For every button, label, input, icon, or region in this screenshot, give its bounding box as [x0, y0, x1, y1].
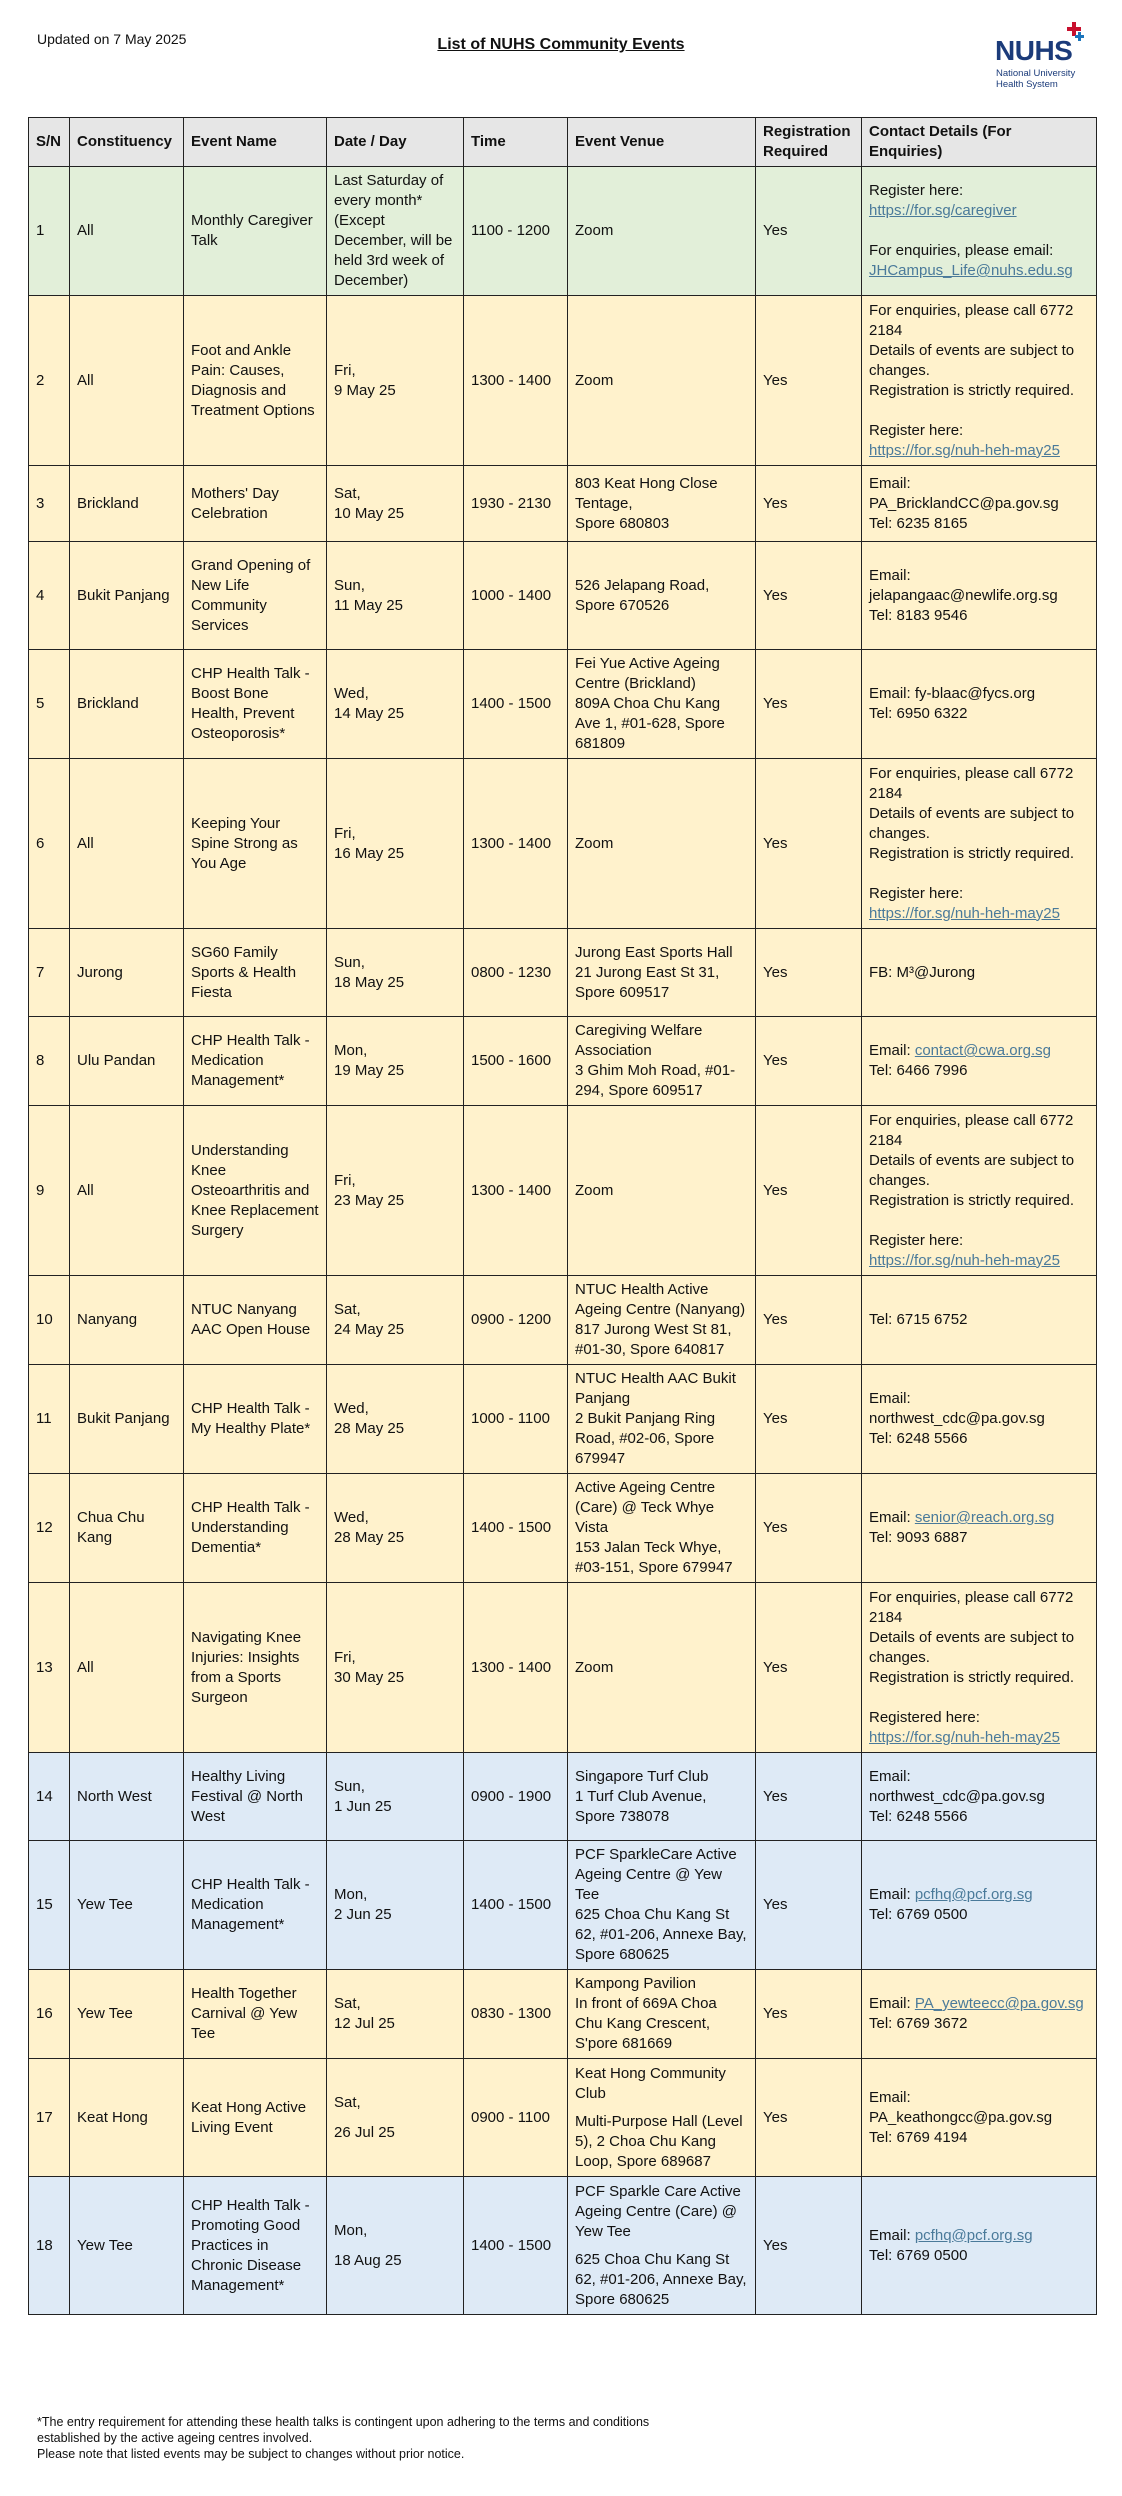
header-event-venue: Event Venue	[568, 118, 756, 167]
cell-constituency: Yew Tee	[70, 2177, 184, 2315]
header-event-name: Event Name	[184, 118, 327, 167]
cell-date: Fri, 30 May 25	[327, 1583, 464, 1753]
email-link[interactable]: contact@cwa.org.sg	[914, 1042, 1051, 1059]
header-constituency: Constituency	[70, 118, 184, 167]
cell-event-name: CHP Health Talk - Boost Bone Health, Prevent Osteoporosis*	[184, 650, 327, 759]
cell-date: Mon, 19 May 25	[327, 1017, 464, 1106]
cell-time: 0900 - 1900	[464, 1753, 568, 1841]
table-row	[29, 650, 1097, 759]
cell-constituency: Jurong	[70, 929, 184, 1017]
cell-registration: Yes	[756, 1583, 862, 1753]
table-row	[29, 2177, 1097, 2315]
table-row	[29, 1970, 1097, 2059]
footnote-subject-to-change: Please note that listed events may be subject to changes without prior notice.	[37, 2447, 465, 2461]
cell-date: Wed, 28 May 25	[327, 1474, 464, 1583]
cell-date: Fri, 23 May 25	[327, 1106, 464, 1276]
cell-registration: Yes	[756, 466, 862, 542]
cell-contact: Email: northwest_cdc@pa.gov.sg Tel: 6248 5566	[862, 1753, 1097, 1841]
cell-event-name: CHP Health Talk - My Healthy Plate*	[184, 1365, 327, 1474]
cell-contact: For enquiries, please call 6772 2184 Details of events are subject to changes. Registration is strictly required. Register here: https://for.sg/nuh-heh-may25	[862, 759, 1097, 929]
cell-venue: Kampong Pavilion In front of 669A Choa Chu Kang Crescent, S'pore 681669	[568, 1970, 756, 2059]
table-row	[29, 542, 1097, 650]
register-link[interactable]: https://for.sg/caregiver	[869, 202, 1017, 219]
cell-event-name: Healthy Living Festival @ North West	[184, 1753, 327, 1841]
cell-registration: Yes	[756, 2177, 862, 2315]
table-row	[29, 1106, 1097, 1276]
cell-date: Sun, 18 May 25	[327, 929, 464, 1017]
cell-registration: Yes	[756, 542, 862, 650]
cell-contact: FB: M³@Jurong	[862, 929, 1097, 1017]
cell-time: 0900 - 1200	[464, 1276, 568, 1365]
cell-contact: Email: northwest_cdc@pa.gov.sg Tel: 6248 5566	[862, 1365, 1097, 1474]
table-row	[29, 759, 1097, 929]
cell-time: 1000 - 1400	[464, 542, 568, 650]
cell-registration: Yes	[756, 1753, 862, 1841]
header-date-day: Date / Day	[327, 118, 464, 167]
table-header-row	[29, 118, 1097, 167]
cell-event-name: Monthly Caregiver Talk	[184, 167, 327, 296]
cell-constituency: Bukit Panjang	[70, 542, 184, 650]
cell-time: 1400 - 1500	[464, 1474, 568, 1583]
cell-date: Sat, 12 Jul 25	[327, 1970, 464, 2059]
cell-event-name: SG60 Family Sports & Health Fiesta	[184, 929, 327, 1017]
nuhs-logo	[992, 18, 1092, 88]
cell-venue: Zoom	[568, 759, 756, 929]
header-contact: Contact Details (For Enquiries)	[862, 118, 1097, 167]
cell-contact: Email: pcfhq@pcf.org.sg Tel: 6769 0500	[862, 2177, 1097, 2315]
cell-sn: 15	[29, 1841, 70, 1970]
cell-registration: Yes	[756, 1474, 862, 1583]
cell-date: Fri, 16 May 25	[327, 759, 464, 929]
contact-line: Register here:	[869, 182, 964, 199]
cell-venue: Zoom	[568, 296, 756, 466]
cell-venue: Zoom	[568, 1106, 756, 1276]
cell-registration: Yes	[756, 650, 862, 759]
cell-registration: Yes	[756, 1276, 862, 1365]
cell-event-name: Understanding Knee Osteoarthritis and Knee Replacement Surgery	[184, 1106, 327, 1276]
cell-time: 1400 - 1500	[464, 1841, 568, 1970]
cell-time: 1300 - 1400	[464, 759, 568, 929]
table-row	[29, 1753, 1097, 1841]
cell-registration: Yes	[756, 1841, 862, 1970]
cell-registration: Yes	[756, 1017, 862, 1106]
cell-event-name: CHP Health Talk - Medication Management*	[184, 1017, 327, 1106]
cell-constituency: Brickland	[70, 466, 184, 542]
cell-sn: 10	[29, 1276, 70, 1365]
cell-sn: 5	[29, 650, 70, 759]
cell-constituency: Bukit Panjang	[70, 1365, 184, 1474]
table-row	[29, 1841, 1097, 1970]
cell-event-name: Health Together Carnival @ Yew Tee	[184, 1970, 327, 2059]
cell-event-name: CHP Health Talk - Promoting Good Practices in Chronic Disease Management*	[184, 2177, 327, 2315]
cell-constituency: Brickland	[70, 650, 184, 759]
cell-date: Mon, 2 Jun 25	[327, 1841, 464, 1970]
cell-event-name: CHP Health Talk - Medication Management*	[184, 1841, 327, 1970]
cell-venue: PCF SparkleCare Active Ageing Centre @ Yew Tee 625 Choa Chu Kang St 62, #01-206, Annexe Bay, Spore 680625	[568, 1841, 756, 1970]
cell-constituency: Yew Tee	[70, 1970, 184, 2059]
cell-venue: NTUC Health AAC Bukit Panjang 2 Bukit Panjang Ring Road, #02-06, Spore 679947	[568, 1365, 756, 1474]
cell-venue: 526 Jelapang Road, Spore 670526	[568, 542, 756, 650]
cell-constituency: All	[70, 759, 184, 929]
cell-contact: Email: senior@reach.org.sg Tel: 9093 6887	[862, 1474, 1097, 1583]
cell-registration: Yes	[756, 759, 862, 929]
cell-time: 1300 - 1400	[464, 1106, 568, 1276]
email-link[interactable]: senior@reach.org.sg	[914, 1509, 1055, 1526]
cell-contact: Email: PA_yewteecc@pa.gov.sg Tel: 6769 3672	[862, 1970, 1097, 2059]
cell-event-name: CHP Health Talk - Understanding Dementia*	[184, 1474, 327, 1583]
table-row	[29, 1583, 1097, 1753]
cell-registration: Yes	[756, 167, 862, 296]
cell-date: Last Saturday of every month* (Except December, will be held 3rd week of December)	[327, 167, 464, 296]
cell-venue: NTUC Health Active Ageing Centre (Nanyang) 817 Jurong West St 81, #01-30, Spore 640817	[568, 1276, 756, 1365]
table-row	[29, 1276, 1097, 1365]
cell-sn: 6	[29, 759, 70, 929]
cell-time: 1400 - 1500	[464, 650, 568, 759]
cell-time: 1930 - 2130	[464, 466, 568, 542]
email-link[interactable]: JHCampus_Life@nuhs.edu.sg	[869, 262, 1073, 279]
cell-sn: 1	[29, 167, 70, 296]
cell-venue: Zoom	[568, 167, 756, 296]
header-registration: Registration Required	[756, 118, 862, 167]
table-row	[29, 2059, 1097, 2177]
cell-constituency: Chua Chu Kang	[70, 1474, 184, 1583]
cell-date: Sun, 11 May 25	[327, 542, 464, 650]
header-time: Time	[464, 118, 568, 167]
cell-event-name: NTUC Nanyang AAC Open House	[184, 1276, 327, 1365]
cell-sn: 11	[29, 1365, 70, 1474]
cell-time: 1300 - 1400	[464, 1583, 568, 1753]
cell-contact: For enquiries, please call 6772 2184 Details of events are subject to changes. Registration is strictly required. Register here: https://for.sg/nuh-heh-may25	[862, 296, 1097, 466]
cell-contact: Email: jelapangaac@newlife.org.sg Tel: 8183 9546	[862, 542, 1097, 650]
cell-sn: 4	[29, 542, 70, 650]
cell-sn: 17	[29, 2059, 70, 2177]
cell-sn: 3	[29, 466, 70, 542]
cell-contact: For enquiries, please call 6772 2184 Details of events are subject to changes. Registration is strictly required. Registered here: https://for.sg/nuh-heh-may25	[862, 1583, 1097, 1753]
cell-venue: Active Ageing Centre (Care) @ Teck Whye Vista 153 Jalan Teck Whye, #03-151, Spore 679947	[568, 1474, 756, 1583]
cell-contact: Email: fy-blaac@fycs.org Tel: 6950 6322	[862, 650, 1097, 759]
table-row	[29, 466, 1097, 542]
cell-time: 0900 - 1100	[464, 2059, 568, 2177]
cell-time: 1000 - 1100	[464, 1365, 568, 1474]
register-link[interactable]: https://for.sg/nuh-heh-may25	[869, 1728, 1060, 1746]
cell-time: 1300 - 1400	[464, 296, 568, 466]
cell-contact: Email: PA_keathongcc@pa.gov.sg Tel: 6769 4194	[862, 2059, 1097, 2177]
cell-constituency: Keat Hong	[70, 2059, 184, 2177]
footnote-entry-requirement: *The entry requirement for attending these health talks is contingent upon adhering to the terms and conditions established by the active ageing centres involved.	[37, 2415, 650, 2445]
cell-constituency: All	[70, 167, 184, 296]
cell-constituency: Yew Tee	[70, 1841, 184, 1970]
cell-event-name: Keeping Your Spine Strong as You Age	[184, 759, 327, 929]
cell-sn: 12	[29, 1474, 70, 1583]
cell-venue: Fei Yue Active Ageing Centre (Brickland) 809A Choa Chu Kang Ave 1, #01-628, Spore 681809	[568, 650, 756, 759]
cell-venue: Zoom	[568, 1583, 756, 1753]
cell-registration: Yes	[756, 296, 862, 466]
cell-date: Sun, 1 Jun 25	[327, 1753, 464, 1841]
footnote	[37, 2414, 657, 2462]
cell-sn: 8	[29, 1017, 70, 1106]
contact-line: For enquiries, please email:	[869, 242, 1054, 259]
cell-sn: 16	[29, 1970, 70, 2059]
cell-constituency: Nanyang	[70, 1276, 184, 1365]
cell-registration: Yes	[756, 929, 862, 1017]
cell-venue: Jurong East Sports Hall 21 Jurong East St 31, Spore 609517	[568, 929, 756, 1017]
cell-venue: Singapore Turf Club 1 Turf Club Avenue, Spore 738078	[568, 1753, 756, 1841]
table-row	[29, 929, 1097, 1017]
cell-venue: Caregiving Welfare Association 3 Ghim Moh Road, #01-294, Spore 609517	[568, 1017, 756, 1106]
cell-date: Sat, 26 Jul 25	[327, 2059, 464, 2177]
register-link[interactable]: https://for.sg/nuh-heh-may25	[869, 1251, 1060, 1269]
cell-sn: 13	[29, 1583, 70, 1753]
cell-date: Sat, 10 May 25	[327, 466, 464, 542]
cell-date: Wed, 14 May 25	[327, 650, 464, 759]
cell-constituency: Ulu Pandan	[70, 1017, 184, 1106]
cell-sn: 14	[29, 1753, 70, 1841]
cell-date: Sat, 24 May 25	[327, 1276, 464, 1365]
cell-event-name: Keat Hong Active Living Event	[184, 2059, 327, 2177]
header-sn: S/N	[29, 118, 70, 167]
cell-contact: Email: pcfhq@pcf.org.sg Tel: 6769 0500	[862, 1841, 1097, 1970]
cell-constituency: All	[70, 1106, 184, 1276]
cell-contact: Email: PA_BricklandCC@pa.gov.sg Tel: 6235 8165	[862, 466, 1097, 542]
cell-event-name: Navigating Knee Injuries: Insights from a Sports Surgeon	[184, 1583, 327, 1753]
cell-venue: PCF Sparkle Care Active Ageing Centre (Care) @ Yew Tee 625 Choa Chu Kang St 62, #01-206, Annexe Bay, Spore 680625	[568, 2177, 756, 2315]
cell-time: 0830 - 1300	[464, 1970, 568, 2059]
cell-event-name: Mothers' Day Celebration	[184, 466, 327, 542]
cell-registration: Yes	[756, 1970, 862, 2059]
cell-contact: Tel: 6715 6752	[862, 1276, 1097, 1365]
register-link[interactable]: https://for.sg/nuh-heh-may25	[869, 441, 1060, 459]
table-row	[29, 1474, 1097, 1583]
cell-constituency: All	[70, 296, 184, 466]
table-row	[29, 1365, 1097, 1474]
cell-constituency: All	[70, 1583, 184, 1753]
logo-subtitle: National University Health System	[996, 68, 1076, 90]
cell-contact	[862, 167, 1097, 296]
cell-time: 0800 - 1230	[464, 929, 568, 1017]
cell-time: 1100 - 1200	[464, 167, 568, 296]
register-link[interactable]: https://for.sg/nuh-heh-may25	[869, 904, 1060, 922]
cell-event-name: Grand Opening of New Life Community Services	[184, 542, 327, 650]
cell-time: 1400 - 1500	[464, 2177, 568, 2315]
cell-registration: Yes	[756, 1365, 862, 1474]
cell-date: Mon, 18 Aug 25	[327, 2177, 464, 2315]
cell-venue: Keat Hong Community Club Multi-Purpose Hall (Level 5), 2 Choa Chu Kang Loop, Spore 689687	[568, 2059, 756, 2177]
email-link[interactable]: PA_yewteecc@pa.gov.sg	[914, 1995, 1084, 2012]
page-title: List of NUHS Community Events	[437, 36, 685, 53]
table-row	[29, 296, 1097, 466]
cell-event-name: Foot and Ankle Pain: Causes, Diagnosis and Treatment Options	[184, 296, 327, 466]
events-table	[28, 117, 1097, 2315]
cell-contact: Email: contact@cwa.org.sg Tel: 6466 7996	[862, 1017, 1097, 1106]
cell-date: Wed, 28 May 25	[327, 1365, 464, 1474]
table-row	[29, 167, 1097, 296]
email-link[interactable]: pcfhq@pcf.org.sg	[914, 1886, 1033, 1903]
cell-time: 1500 - 1600	[464, 1017, 568, 1106]
cell-sn: 18	[29, 2177, 70, 2315]
updated-date: Updated on 7 May 2025	[37, 31, 187, 47]
cell-sn: 2	[29, 296, 70, 466]
cell-registration: Yes	[756, 2059, 862, 2177]
email-link[interactable]: pcfhq@pcf.org.sg	[914, 2226, 1033, 2244]
cell-sn: 7	[29, 929, 70, 1017]
cell-registration: Yes	[756, 1106, 862, 1276]
cell-sn: 9	[29, 1106, 70, 1276]
cell-contact: For enquiries, please call 6772 2184 Details of events are subject to changes. Registration is strictly required. Register here: https://for.sg/nuh-heh-may25	[862, 1106, 1097, 1276]
logo-wordmark: NUHS	[995, 35, 1073, 66]
cell-date: Fri, 9 May 25	[327, 296, 464, 466]
cell-venue: 803 Keat Hong Close Tentage, Spore 680803	[568, 466, 756, 542]
cell-constituency: North West	[70, 1753, 184, 1841]
table-row	[29, 1017, 1097, 1106]
